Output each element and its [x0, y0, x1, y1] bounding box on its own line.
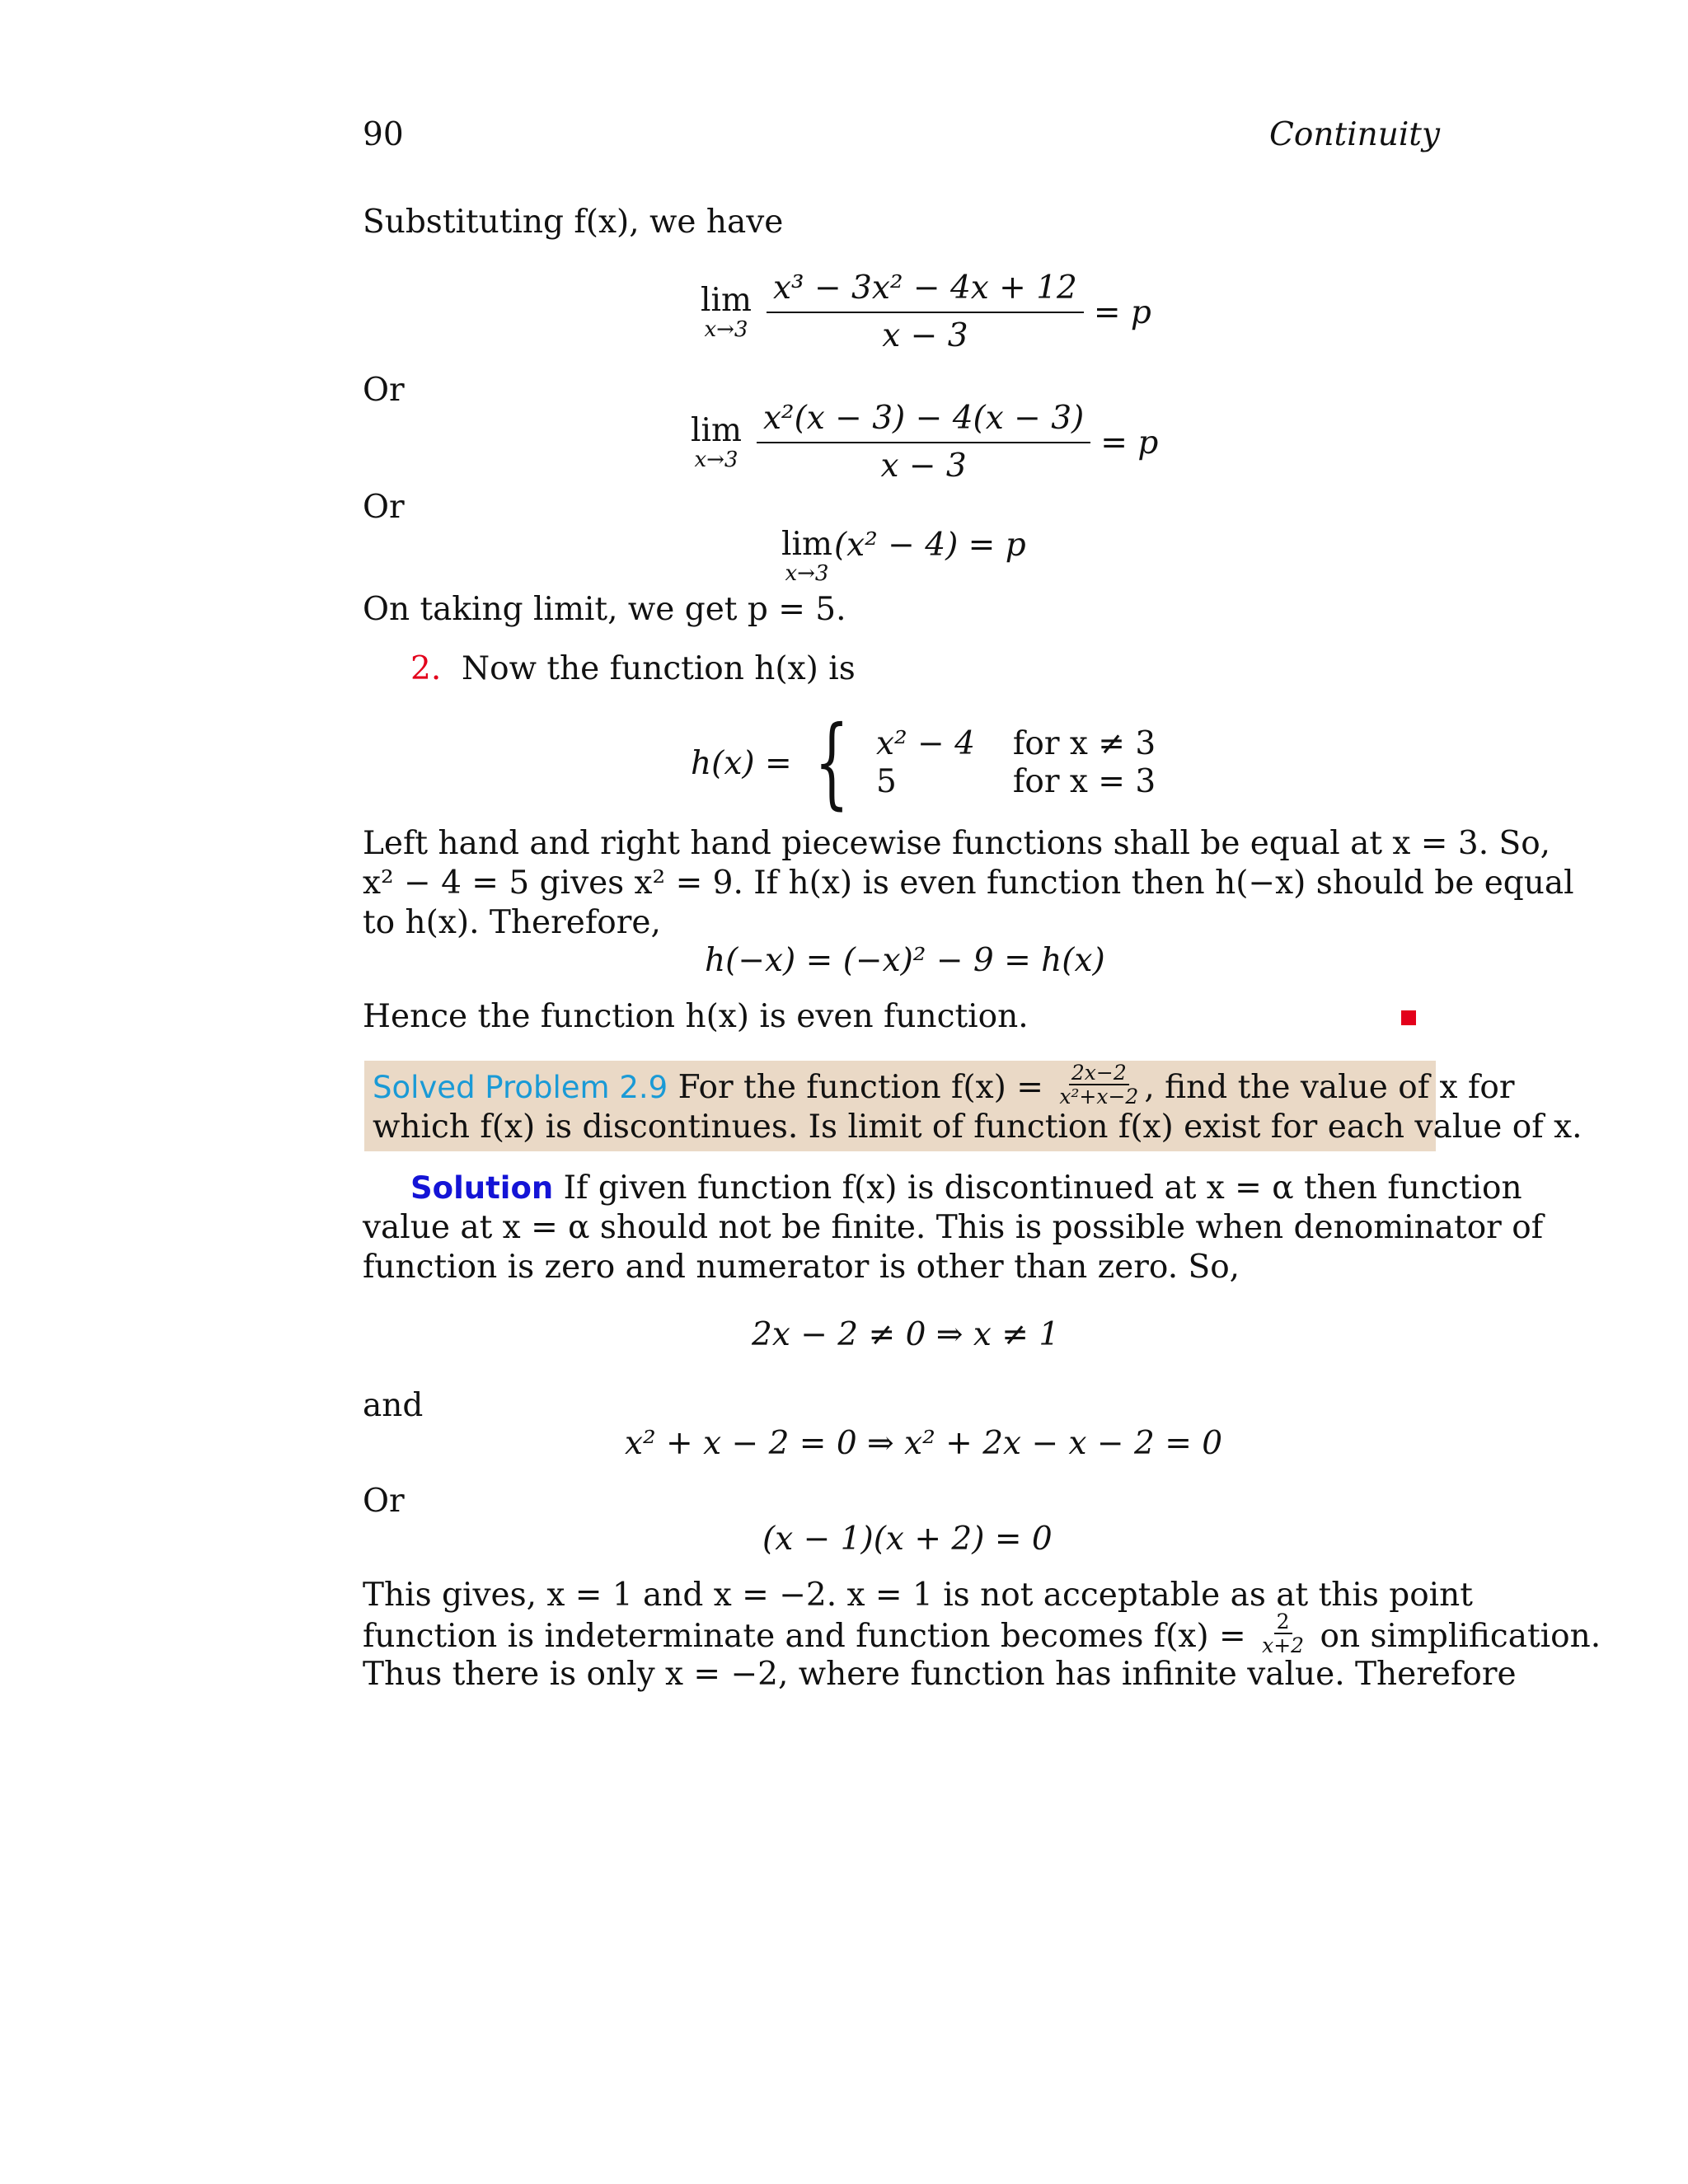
equation-numerator: 2x − 2 ≠ 0 ⇒ x ≠ 1: [752, 1316, 1060, 1353]
chapter-title: Continuity: [1269, 116, 1440, 153]
paragraph-hence: Hence the function h(x) is even function.: [363, 998, 1029, 1035]
solution-line-1: Solution If given function f(x) is discontinued at x = α then function: [410, 1169, 1522, 1207]
equation-limit-1: lim x→3 $\frac{\text{x³ − 3x² − 4x + 12}}{x - 3}$ = p: [701, 269, 1151, 354]
and-label: and: [363, 1387, 424, 1424]
equation-limit-3: lim x→3 (x² − 4) = p: [781, 526, 1026, 586]
paragraph-line: Left hand and right hand piecewise functions shall be equal at x = 3. So,: [363, 825, 1551, 862]
equation-limit-2: lim x→3 $\frac{\text{x²(x − 3) − 4(x − 3)}}{x - 3}$ = p: [691, 400, 1159, 485]
equation-piecewise: h(x) = { x² − 4 for x ≠ 3 5 for x = 3: [691, 705, 1156, 820]
or-label-2: Or: [363, 489, 405, 526]
paragraph-taking-limit: On taking limit, we get p = 5.: [363, 591, 846, 628]
solution-line-5: function is indeterminate and function becomes f(x) = $\frac{2}{x+2}$ on simplification.: [363, 1610, 1601, 1657]
solution-line-3: function is zero and numerator is other than zero. So,: [363, 1249, 1240, 1286]
solution-line-6: Thus there is only x = −2, where function has infinite value. Therefore: [363, 1656, 1517, 1693]
or-label-1: Or: [363, 372, 405, 409]
problem-line-2: which f(x) is discontinues. Is limit of function f(x) exist for each value of x.: [373, 1108, 1582, 1146]
equation-even: h(−x) = (−x)² − 9 = h(x): [705, 942, 1105, 979]
equation-factored: (x − 1)(x + 2) = 0: [762, 1521, 1053, 1558]
problem-label: Solved Problem 2.9: [373, 1070, 668, 1105]
solution-label: Solution: [410, 1170, 554, 1206]
end-of-proof-square: [1401, 1010, 1416, 1025]
or-label-3: Or: [363, 1483, 405, 1520]
problem-line-1: Solved Problem 2.9 For the function f(x) = $\frac{2x-2}{\text{x²+x−2}}$ , find the value of x for: [373, 1061, 1515, 1108]
equation-denominator: x² + x − 2 = 0 ⇒ x² + 2x − x − 2 = 0: [625, 1425, 1223, 1462]
page-number: 90: [363, 116, 404, 153]
paragraph-substituting: Substituting f(x), we have: [363, 204, 784, 241]
left-brace: {: [814, 705, 849, 820]
list-item-number: 2.: [410, 650, 442, 687]
solution-line-2: value at x = α should not be finite. This is possible when denominator of: [363, 1209, 1544, 1246]
paragraph-line: to h(x). Therefore,: [363, 904, 661, 941]
solution-line-4: This gives, x = 1 and x = −2. x = 1 is not acceptable as at this point: [363, 1577, 1473, 1614]
list-item-text: Now the function h(x) is: [462, 650, 856, 687]
paragraph-line: x² − 4 = 5 gives x² = 9. If h(x) is even function then h(−x) should be equal: [363, 865, 1574, 902]
